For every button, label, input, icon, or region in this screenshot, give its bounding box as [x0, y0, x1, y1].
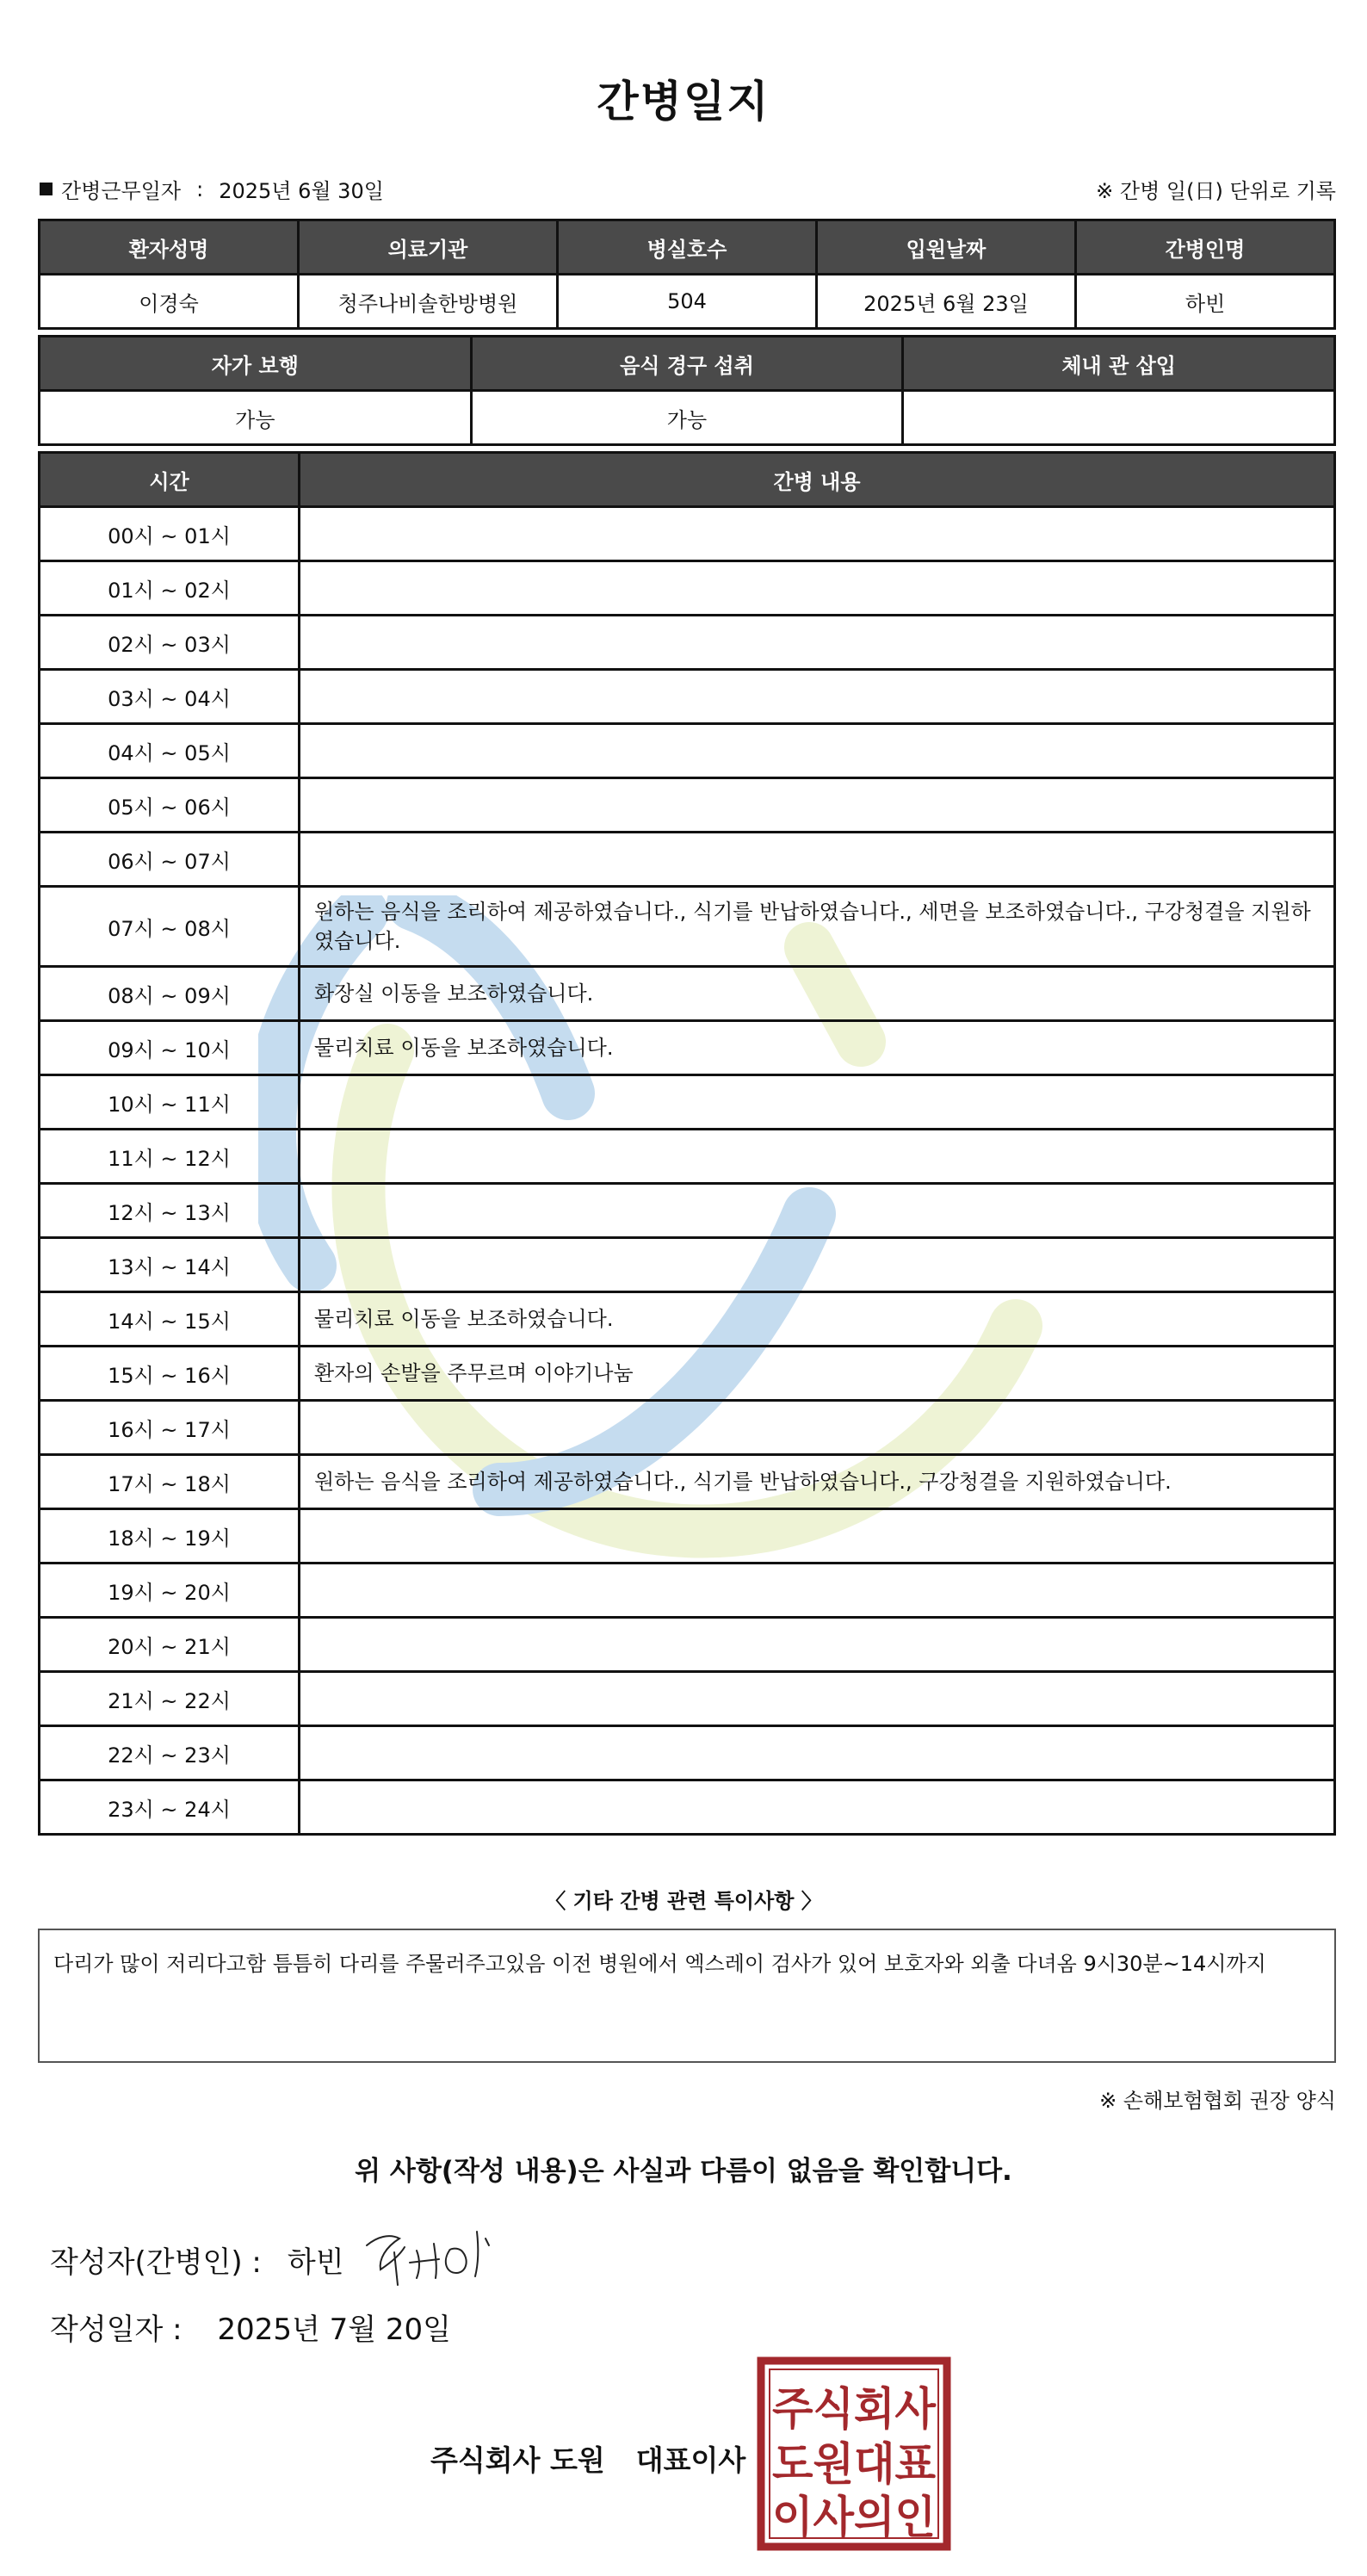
table-row	[40, 1347, 1335, 1401]
log-time-cell: 02시 ~ 03시	[40, 616, 300, 670]
notes-title: 〈 기타 간병 관련 특이사항 〉	[545, 1889, 822, 1913]
log-time-cell: 05시 ~ 06시	[40, 778, 300, 833]
log-content-cell: 물리치료 이동을 보조하였습니다.	[300, 1021, 1335, 1075]
table-row	[40, 778, 1335, 833]
log-content-cell	[300, 778, 1335, 833]
log-time-cell: 08시 ~ 09시	[40, 967, 300, 1021]
log-content-cell	[300, 1401, 1335, 1455]
log-content-cell	[300, 616, 1335, 670]
log-content-cell: 원하는 음식을 조리하여 제공하였습니다., 식기를 반납하였습니다., 세면을 보조하였습니다., 구강청결을 지원하였습니다.	[300, 887, 1335, 967]
table-header-row	[40, 220, 1335, 275]
table-row	[40, 1726, 1335, 1780]
header-oral-intake: 음식 경구 섭취	[471, 337, 903, 391]
log-time-cell: 22시 ~ 23시	[40, 1726, 300, 1780]
table-row	[40, 275, 1335, 329]
table-row	[40, 724, 1335, 778]
log-content-cell	[300, 1184, 1335, 1238]
log-time-cell: 11시 ~ 12시	[40, 1130, 300, 1184]
table-header-row	[40, 337, 1335, 391]
log-time-cell: 16시 ~ 17시	[40, 1401, 300, 1455]
log-content-cell	[300, 1618, 1335, 1672]
log-time-cell: 19시 ~ 20시	[40, 1564, 300, 1618]
self-walking-value: 가능	[40, 391, 472, 445]
unit-note: ※ 간병 일(日) 단위로 기록	[1096, 179, 1336, 203]
log-time-cell: 18시 ~ 19시	[40, 1509, 300, 1564]
table-row	[40, 1780, 1335, 1835]
log-content-cell	[300, 561, 1335, 616]
work-date-label: 간병근무일자	[61, 179, 182, 203]
table-row	[40, 1021, 1335, 1075]
table-row	[40, 391, 1335, 445]
header-institution: 의료기관	[299, 220, 558, 275]
company-name: 주식회사 도원	[430, 2443, 605, 2477]
header-admission-date: 입원날짜	[817, 220, 1076, 275]
writer-label: 작성자(간병인) :	[50, 2245, 262, 2280]
table-row	[40, 1672, 1335, 1726]
caregiver-name: 하빈	[1076, 275, 1335, 329]
log-time-cell: 10시 ~ 11시	[40, 1075, 300, 1130]
header-care-content: 간병 내용	[300, 453, 1335, 507]
log-time-cell: 17시 ~ 18시	[40, 1455, 300, 1509]
header-time: 시간	[40, 453, 300, 507]
log-content-cell	[300, 1130, 1335, 1184]
admission-date: 2025년 6월 23일	[817, 275, 1076, 329]
log-content-cell: 화장실 이동을 보조하였습니다.	[300, 967, 1335, 1021]
log-content-cell: 원하는 음식을 조리하여 제공하였습니다., 식기를 반납하였습니다., 구강청결을 지원하였습니다.	[300, 1455, 1335, 1509]
written-date-value: 2025년 7월 20일	[217, 2313, 452, 2347]
log-content-cell: 환자의 손발을 주무르며 이야기나눔	[300, 1347, 1335, 1401]
table-row	[40, 1238, 1335, 1292]
log-time-cell: 03시 ~ 04시	[40, 670, 300, 724]
log-time-cell: 14시 ~ 15시	[40, 1292, 300, 1347]
log-time-cell: 12시 ~ 13시	[40, 1184, 300, 1238]
table-row	[40, 1401, 1335, 1455]
work-date	[40, 174, 384, 204]
confirmation-statement: 위 사항(작성 내용)은 사실과 다름이 없음을 확인합니다.	[355, 2156, 1012, 2187]
writer-line	[50, 2239, 344, 2281]
log-content-cell	[300, 1780, 1335, 1835]
header-patient-name: 환자성명	[40, 220, 299, 275]
log-content-cell	[300, 833, 1335, 887]
log-content-cell	[300, 1564, 1335, 1618]
table-row	[40, 561, 1335, 616]
notes-box: 다리가 많이 저리다고함 틈틈히 다리를 주물러주고있음 이전 병원에서 엑스레이 검사가 있어 보호자와 외출 다녀옴 9시30분~14시까지	[38, 1929, 1336, 2063]
log-content-cell	[300, 724, 1335, 778]
care-log-table	[38, 451, 1336, 1836]
header-self-walking: 자가 보행	[40, 337, 472, 391]
log-content-cell	[300, 670, 1335, 724]
log-time-cell: 23시 ~ 24시	[40, 1780, 300, 1835]
written-date-label: 작성일자 :	[50, 2313, 182, 2347]
company-seal-stamp	[756, 2356, 952, 2552]
institution: 청주나비솔한방병원	[299, 275, 558, 329]
log-time-cell: 00시 ~ 01시	[40, 507, 300, 561]
bullet-square-icon	[40, 183, 53, 195]
log-time-cell: 20시 ~ 21시	[40, 1618, 300, 1672]
table-row	[40, 1130, 1335, 1184]
svg-text:도원대표: 도원대표	[772, 2439, 936, 2491]
table-row	[40, 1455, 1335, 1509]
work-date-separator: :	[196, 176, 204, 201]
header-caregiver: 간병인명	[1076, 220, 1335, 275]
log-time-cell: 13시 ~ 14시	[40, 1238, 300, 1292]
table-header-row	[40, 453, 1335, 507]
log-time-cell: 21시 ~ 22시	[40, 1672, 300, 1726]
patient-info-table	[38, 219, 1336, 330]
table-row	[40, 967, 1335, 1021]
log-time-cell: 06시 ~ 07시	[40, 833, 300, 887]
writer-name: 하빈	[287, 2245, 344, 2280]
page-title: 간병일지	[597, 77, 770, 127]
header-tube-insertion: 체내 관 삽입	[903, 337, 1335, 391]
company-signature-line	[430, 2438, 745, 2479]
svg-text:주식회사: 주식회사	[772, 2384, 937, 2436]
table-row	[40, 1292, 1335, 1347]
log-time-cell: 09시 ~ 10시	[40, 1021, 300, 1075]
table-row	[40, 833, 1335, 887]
table-row	[40, 1618, 1335, 1672]
patient-name: 이경숙	[40, 275, 299, 329]
table-row	[40, 616, 1335, 670]
patient-status-table	[38, 335, 1336, 446]
table-row	[40, 670, 1335, 724]
log-time-cell: 01시 ~ 02시	[40, 561, 300, 616]
work-date-value: 2025년 6월 30일	[219, 179, 384, 203]
log-content-cell	[300, 507, 1335, 561]
care-log-body	[40, 507, 1335, 1835]
form-footnote: ※ 손해보험협회 권장 양식	[1099, 2089, 1336, 2113]
log-content-cell	[300, 1238, 1335, 1292]
table-row	[40, 1075, 1335, 1130]
log-content-cell	[300, 1509, 1335, 1564]
log-content-cell	[300, 1672, 1335, 1726]
log-content-cell	[300, 1075, 1335, 1130]
written-date-line	[50, 2306, 451, 2348]
room-number: 504	[558, 275, 817, 329]
tube-insertion-value	[903, 391, 1335, 445]
log-time-cell: 15시 ~ 16시	[40, 1347, 300, 1401]
oral-intake-value: 가능	[471, 391, 903, 445]
table-row	[40, 1184, 1335, 1238]
table-row	[40, 887, 1335, 967]
log-content-cell: 물리치료 이동을 보조하였습니다.	[300, 1292, 1335, 1347]
header-room: 병실호수	[558, 220, 817, 275]
log-content-cell	[300, 1726, 1335, 1780]
table-row	[40, 507, 1335, 561]
company-role: 대표이사	[635, 2443, 746, 2477]
table-row	[40, 1509, 1335, 1564]
log-time-cell: 07시 ~ 08시	[40, 887, 300, 967]
svg-text:이사의인: 이사의인	[772, 2492, 936, 2544]
log-time-cell: 04시 ~ 05시	[40, 724, 300, 778]
table-row	[40, 1564, 1335, 1618]
handwritten-signature	[360, 2221, 506, 2290]
